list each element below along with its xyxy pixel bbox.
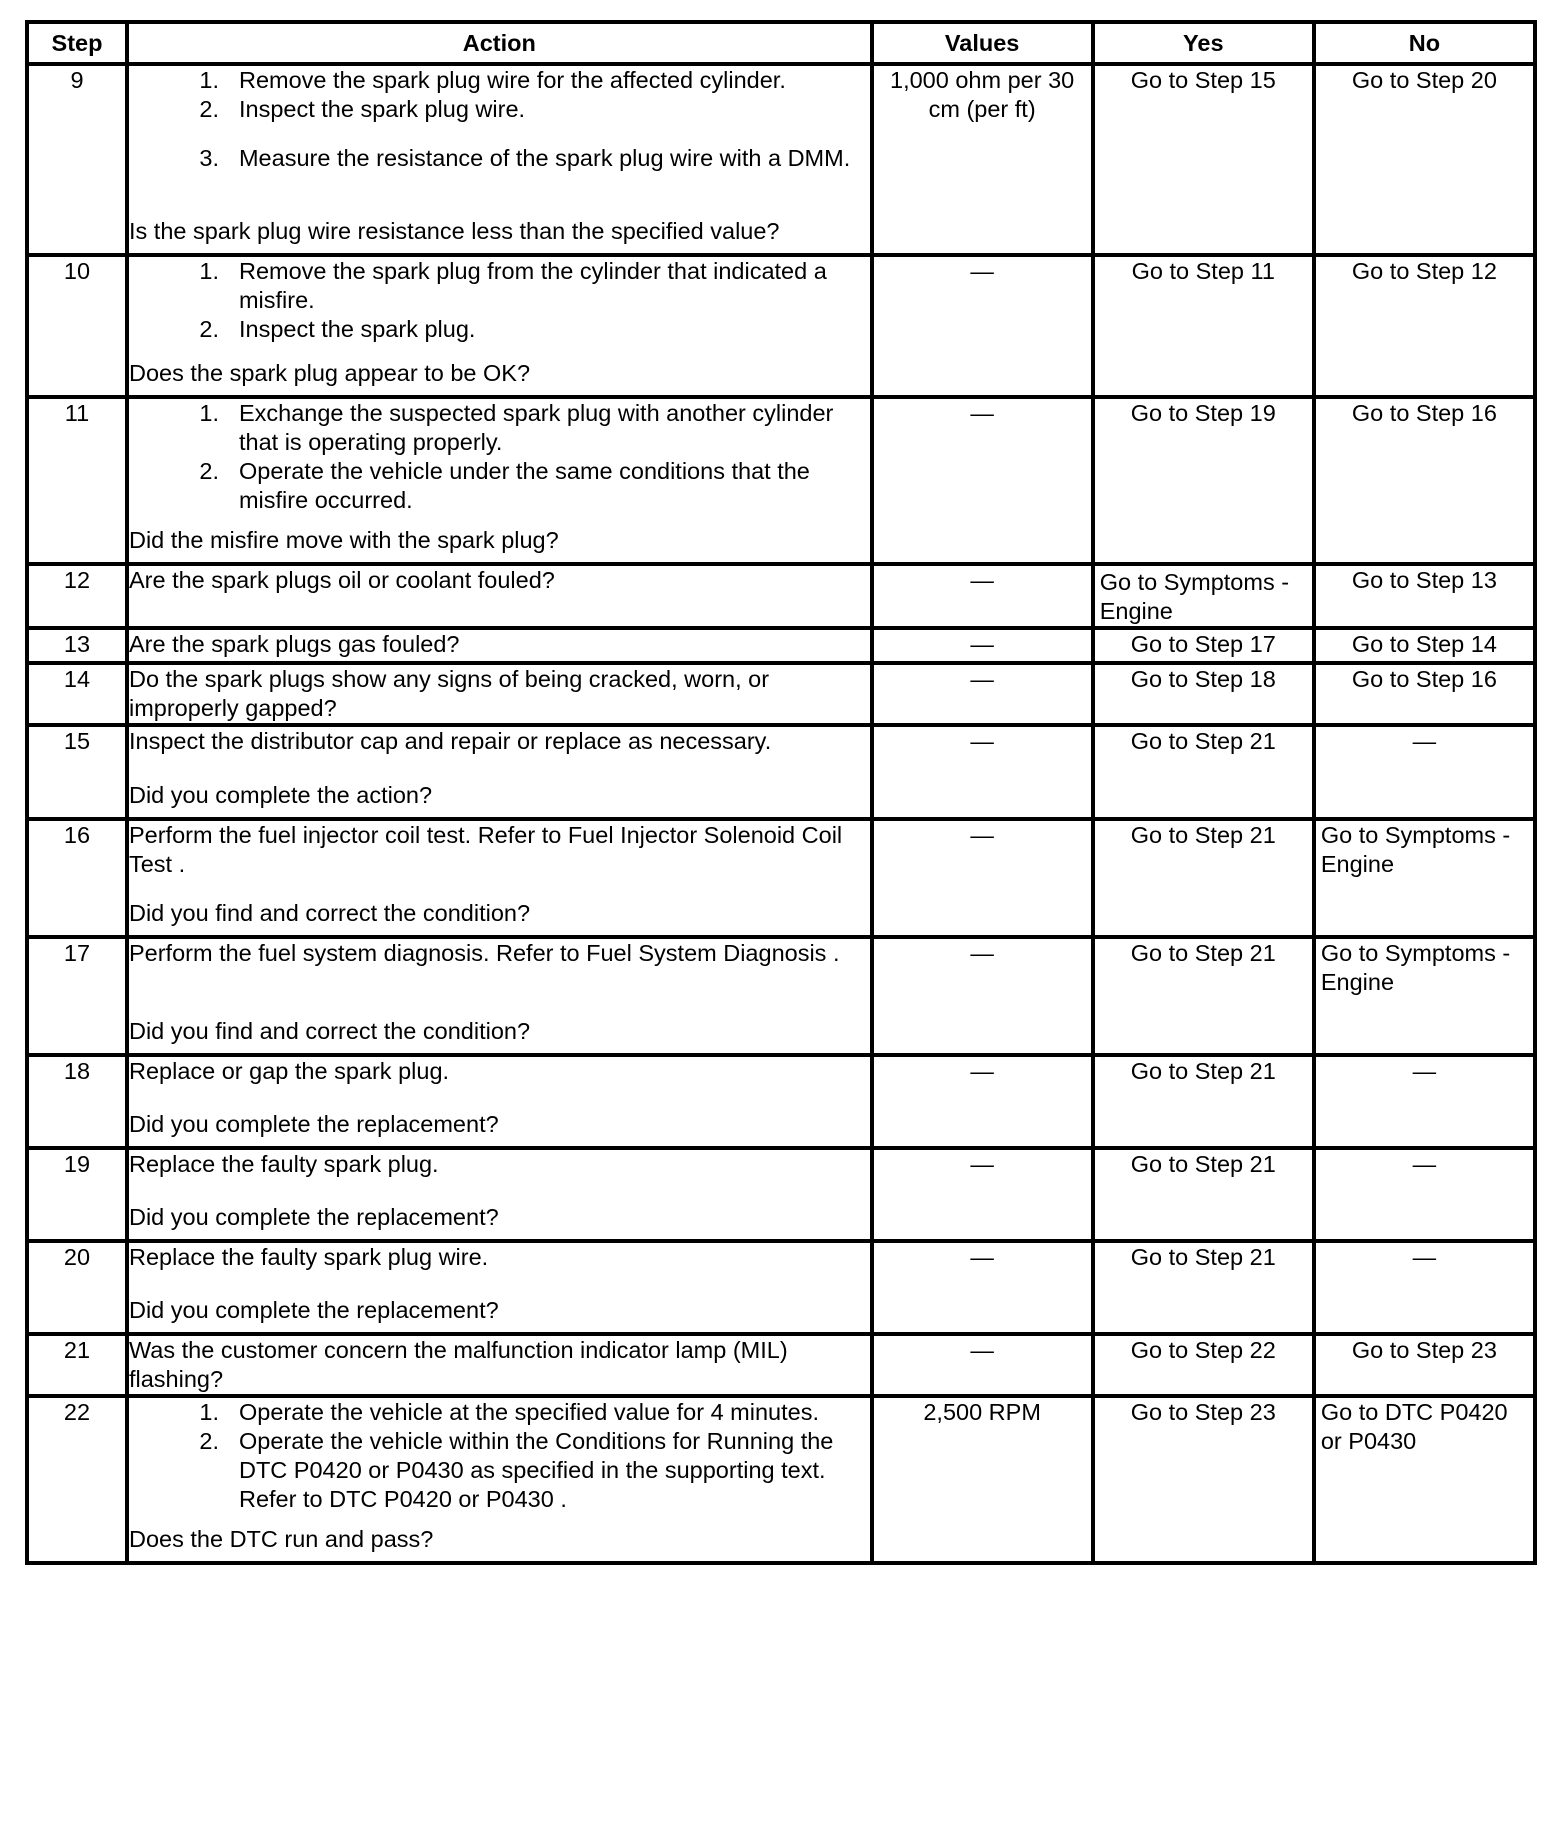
- table-row: [27, 64, 1535, 255]
- table-row: [27, 725, 1535, 819]
- table-row: [27, 937, 1535, 1055]
- list-item: 2. Operate the vehicle within the Conditions for Running the DTC P0420 or P0430 as specified in the supporting text. Refer to DTC P0420 or P0430 .: [199, 1428, 834, 1512]
- list-item: 3. Measure the resistance of the spark plug wire with a DMM.: [199, 145, 851, 171]
- value-cell: —: [872, 1055, 1093, 1148]
- yes-cell: Go to Step 21: [1093, 725, 1314, 819]
- list-item: 1. Remove the spark plug wire for the affected cylinder.: [199, 67, 786, 93]
- yes-cell: Go to Step 18: [1093, 663, 1314, 725]
- table-row: [27, 1148, 1535, 1241]
- table-row: [27, 1241, 1535, 1334]
- step-number: 14: [27, 663, 127, 725]
- diagnostic-table-wrapper: [25, 20, 1537, 1565]
- table-row: [27, 819, 1535, 937]
- action-cell: [127, 397, 872, 564]
- no-cell: Go to Step 20: [1314, 64, 1535, 255]
- step-number: 16: [27, 819, 127, 937]
- action-cell: [127, 725, 872, 819]
- yes-cell: Go to Step 21: [1093, 1241, 1314, 1334]
- yes-cell: Go to Step 21: [1093, 1148, 1314, 1241]
- yes-cell: Go to Step 21: [1093, 937, 1314, 1055]
- header-no: No: [1314, 22, 1535, 64]
- yes-cell: Go to Step 17: [1093, 628, 1314, 663]
- action-question: Did you complete the action?: [128, 782, 433, 808]
- no-cell: Go to Step 12: [1314, 255, 1535, 397]
- action-text: Perform the fuel system diagnosis. Refer to Fuel System Diagnosis .: [128, 940, 840, 966]
- table-row: [27, 1396, 1535, 1563]
- action-question: Does the DTC run and pass?: [128, 1526, 434, 1552]
- action-question: Is the spark plug wire resistance less than the specified value?: [128, 218, 780, 244]
- no-cell: Go to Symptoms - Engine: [1314, 937, 1535, 1055]
- value-cell: —: [872, 1241, 1093, 1334]
- action-cell: [127, 1396, 872, 1563]
- table-row: [27, 1334, 1535, 1396]
- value-cell: 2,500 RPM: [872, 1396, 1093, 1563]
- table-row: [27, 255, 1535, 397]
- action-cell: Was the customer concern the malfunction indicator lamp (MIL) flashing?: [127, 1334, 872, 1396]
- yes-cell: Go to Step 19: [1093, 397, 1314, 564]
- step-number: 15: [27, 725, 127, 819]
- no-cell: —: [1314, 1148, 1535, 1241]
- action-list: [129, 257, 870, 344]
- step-number: 10: [27, 255, 127, 397]
- action-question: Did the misfire move with the spark plug?: [128, 527, 559, 553]
- action-text: Replace the faulty spark plug wire.: [128, 1244, 489, 1270]
- yes-cell: Go to Step 21: [1093, 819, 1314, 937]
- yes-cell: Go to Step 22: [1093, 1334, 1314, 1396]
- step-number: 21: [27, 1334, 127, 1396]
- action-text: Inspect the distributor cap and repair or replace as necessary.: [128, 728, 772, 754]
- action-text: Replace or gap the spark plug.: [128, 1058, 450, 1084]
- value-cell: —: [872, 255, 1093, 397]
- yes-cell: Go to Step 11: [1093, 255, 1314, 397]
- action-cell: [127, 64, 872, 255]
- step-number: 11: [27, 397, 127, 564]
- action-cell: [127, 1055, 872, 1148]
- no-cell: Go to DTC P0420 or P0430: [1314, 1396, 1535, 1563]
- header-values: Values: [872, 22, 1093, 64]
- value-cell: —: [872, 819, 1093, 937]
- header-action: Action: [127, 22, 872, 64]
- action-list: [129, 399, 870, 515]
- diagnostic-table: [25, 20, 1537, 1565]
- no-cell: Go to Step 16: [1314, 397, 1535, 564]
- action-question: Did you find and correct the condition?: [128, 1018, 531, 1044]
- table-row: [27, 628, 1535, 663]
- table-header-row: [27, 22, 1535, 64]
- step-number: 22: [27, 1396, 127, 1563]
- no-cell: —: [1314, 725, 1535, 819]
- action-question: Does the spark plug appear to be OK?: [128, 360, 531, 386]
- action-cell: [127, 937, 872, 1055]
- list-item: 1. Exchange the suspected spark plug with another cylinder that is operating properly.: [199, 400, 834, 455]
- yes-cell: Go to Step 23: [1093, 1396, 1314, 1563]
- header-step: Step: [27, 22, 127, 64]
- value-cell: —: [872, 937, 1093, 1055]
- value-cell: —: [872, 663, 1093, 725]
- action-cell: Do the spark plugs show any signs of being cracked, worn, or improperly gapped?: [127, 663, 872, 725]
- table-row: [27, 564, 1535, 628]
- action-text: Replace the faulty spark plug.: [128, 1151, 439, 1177]
- value-cell: —: [872, 564, 1093, 628]
- step-number: 20: [27, 1241, 127, 1334]
- yes-cell: Go to Step 15: [1093, 64, 1314, 255]
- table-row: [27, 1055, 1535, 1148]
- step-number: 13: [27, 628, 127, 663]
- no-cell: Go to Step 23: [1314, 1334, 1535, 1396]
- value-cell: —: [872, 1334, 1093, 1396]
- action-text: Perform the fuel injector coil test. Refer to Fuel Injector Solenoid Coil Test .: [128, 822, 843, 877]
- action-question: Did you complete the replacement?: [128, 1204, 499, 1230]
- table-row: [27, 397, 1535, 564]
- action-list: [129, 66, 870, 173]
- no-cell: —: [1314, 1241, 1535, 1334]
- list-item: 2. Inspect the spark plug.: [199, 316, 476, 342]
- list-item: 1. Operate the vehicle at the specified value for 4 minutes.: [199, 1399, 819, 1425]
- table-row: [27, 663, 1535, 725]
- no-cell: Go to Step 16: [1314, 663, 1535, 725]
- value-cell: —: [872, 1148, 1093, 1241]
- value-cell: —: [872, 725, 1093, 819]
- list-item: 2. Operate the vehicle under the same conditions that the misfire occurred.: [199, 458, 810, 513]
- header-yes: Yes: [1093, 22, 1314, 64]
- no-cell: Go to Step 13: [1314, 564, 1535, 628]
- action-cell: [127, 819, 872, 937]
- value-cell: —: [872, 628, 1093, 663]
- action-cell: Are the spark plugs gas fouled?: [127, 628, 872, 663]
- step-number: 18: [27, 1055, 127, 1148]
- value-cell: —: [872, 397, 1093, 564]
- step-number: 19: [27, 1148, 127, 1241]
- step-number: 17: [27, 937, 127, 1055]
- action-cell: [127, 255, 872, 397]
- list-item: 1. Remove the spark plug from the cylinder that indicated a misfire.: [199, 258, 827, 313]
- action-question: Did you complete the replacement?: [128, 1297, 499, 1323]
- action-question: Did you complete the replacement?: [128, 1111, 499, 1137]
- value-cell: 1,000 ohm per 30 cm (per ft): [872, 64, 1093, 255]
- action-question: Did you find and correct the condition?: [128, 900, 531, 926]
- step-number: 12: [27, 564, 127, 628]
- no-cell: Go to Symptoms - Engine: [1314, 819, 1535, 937]
- yes-cell: Go to Symptoms - Engine: [1093, 564, 1314, 628]
- action-cell: Are the spark plugs oil or coolant fouled?: [127, 564, 872, 628]
- yes-cell: Go to Step 21: [1093, 1055, 1314, 1148]
- step-number: 9: [27, 64, 127, 255]
- action-cell: [127, 1148, 872, 1241]
- action-list: [129, 1398, 870, 1514]
- action-cell: [127, 1241, 872, 1334]
- list-item: 2. Inspect the spark plug wire.: [199, 96, 526, 122]
- no-cell: Go to Step 14: [1314, 628, 1535, 663]
- no-cell: —: [1314, 1055, 1535, 1148]
